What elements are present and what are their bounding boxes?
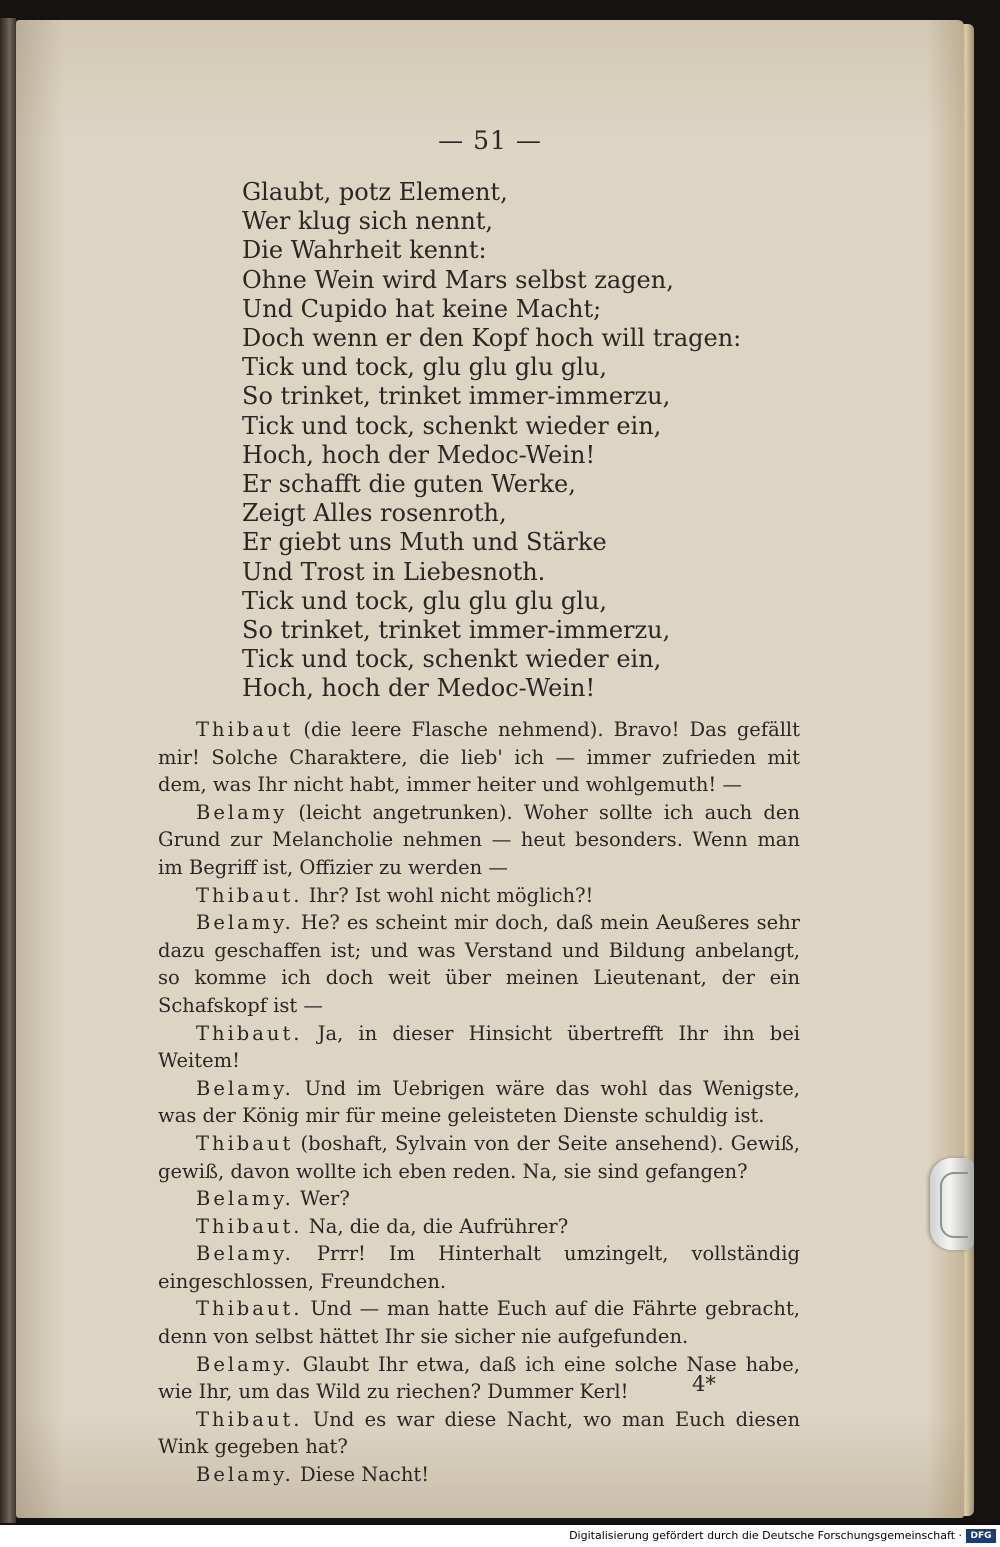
verse-line: Tick und tock, glu glu glu glu,	[242, 353, 608, 382]
speaker-name: Thibaut.	[196, 1297, 303, 1321]
dialogue-paragraph	[158, 1185, 800, 1213]
verse-line: Wer klug sich nennt,	[242, 207, 494, 236]
paper-clip-icon	[930, 1158, 974, 1250]
dialogue-text: Und es war diese Nacht, wo man Euch diesen Wink gegeben hat?	[158, 1407, 800, 1459]
verse-line: So trinket, trinket immer-immerzu,	[242, 382, 671, 411]
speaker-name: Belamy.	[196, 1463, 294, 1487]
dialogue-paragraph	[158, 882, 800, 910]
verse-line: Er schafft die guten Werke,	[242, 470, 576, 499]
verse-line: Hoch, hoch der Medoc-Wein!	[242, 674, 596, 703]
verse-line: Und Cupido hat keine Macht;	[242, 294, 602, 323]
speaker-name: Thibaut.	[196, 1214, 303, 1238]
digitization-footer	[0, 1525, 1000, 1547]
dialogue-paragraph	[158, 1406, 800, 1461]
dialogue-paragraph	[158, 716, 800, 799]
dialogue-paragraph	[158, 1295, 800, 1350]
dialogue-paragraph	[158, 1461, 800, 1489]
speaker-name: Belamy.	[196, 1076, 294, 1100]
dialogue-text: Ihr? Ist wohl nicht möglich?!	[302, 883, 594, 907]
speaker-name: Belamy.	[196, 911, 294, 935]
dialogue-text: (leicht angetrunken). Woher sollte ich auch den Grund zur Melancholie nehmen — heut besonders. Wenn man im Begriff ist, Offizier zu werden —	[158, 800, 800, 879]
verse-line: Er giebt uns Muth und Stärke	[242, 528, 607, 557]
speaker-name: Thibaut.	[196, 1021, 303, 1045]
dialogue-paragraph	[158, 1240, 800, 1295]
dialogue-paragraph	[158, 1130, 800, 1185]
signature-mark: 4*	[692, 1372, 716, 1396]
dfg-logo-icon: DFG	[966, 1529, 996, 1543]
dialogue-text: (die leere Flasche nehmend). Bravo! Das gefällt mir! Solche Charaktere, die lieb' ich — immer zufrieden mit dem, was Ihr nicht habt, immer heiter und wohlgemuth! —	[158, 718, 800, 797]
dialogue-text: Prrr! Im Hinterhalt umzingelt, vollständig eingeschlossen, Freundchen.	[158, 1242, 800, 1293]
verse-line: Tick und tock, schenkt wieder ein,	[242, 645, 662, 674]
verse-line: Ohne Wein wird Mars selbst zagen,	[242, 265, 674, 294]
dialogue-text: Na, die da, die Aufrührer?	[302, 1214, 569, 1238]
verse-line: Zeigt Alles rosenroth,	[242, 499, 507, 528]
dialogue-paragraph	[158, 1020, 800, 1075]
dialogue-text: Diese Nacht!	[293, 1463, 430, 1487]
verse-line: Glaubt, potz Element,	[242, 178, 508, 206]
book-spine-edge	[0, 18, 16, 1523]
verse-line: Tick und tock, glu glu glu glu,	[242, 586, 608, 615]
speaker-name: Thibaut	[196, 1131, 294, 1155]
song-verse	[242, 178, 762, 704]
speaker-name: Belamy.	[196, 1242, 294, 1266]
verse-line: Die Wahrheit kennt:	[242, 236, 487, 265]
dfg-credit: Digitalisierung gefördert durch die Deutsche Forschungsgemeinschaft ·	[569, 1529, 962, 1542]
dialogue-text: Glaubt Ihr etwa, daß ich eine solche Nase habe, wie Ihr, um das Wild zu riechen? Dummer Kerl!	[158, 1352, 800, 1404]
speaker-name: Belamy.	[196, 1187, 294, 1211]
verse-line: Tick und tock, schenkt wieder ein,	[242, 411, 662, 440]
dialogue-paragraph	[158, 1075, 800, 1130]
verse-line: So trinket, trinket immer-immerzu,	[242, 616, 671, 645]
book-page	[16, 20, 964, 1518]
dialogue-text: Und — man hatte Euch auf die Fährte gebracht, denn von selbst hättet Ihr sie sicher nie aufgefunden.	[158, 1297, 800, 1349]
dialogue-text: Wer?	[293, 1187, 350, 1211]
dialogue-text: (boshaft, Sylvain von der Seite ansehend). Gewiß, gewiß, davon wollte ich eben reden. Na, sie sind gefangen?	[158, 1131, 800, 1183]
dialogue-paragraph	[158, 799, 800, 882]
dialogue-text: He? es scheint mir doch, daß mein Aeußeres sehr dazu geschaffen ist; und was Verstand und Bildung anbelangt, so komme ich doch weit über meinen Lieutenant, der ein Schafskopf ist —	[158, 911, 800, 1017]
dialogue-paragraph	[158, 1213, 800, 1241]
speaker-name: Thibaut.	[196, 883, 303, 907]
dialogue-paragraph	[158, 909, 800, 1019]
verse-line: Und Trost in Liebesnoth.	[242, 557, 546, 586]
speaker-name: Belamy	[196, 800, 288, 824]
page-number: — 51 —	[438, 126, 542, 155]
speaker-name: Thibaut.	[196, 1407, 303, 1431]
dialogue-text: Ja, in dieser Hinsicht übertrefft Ihr ihn bei Weitem!	[158, 1021, 800, 1073]
speaker-name: Belamy.	[196, 1352, 294, 1376]
speaker-name: Thibaut	[196, 718, 294, 741]
verse-line: Hoch, hoch der Medoc-Wein!	[242, 440, 596, 469]
dialogue-text: Und im Uebrigen wäre das wohl das Wenigste, was der König mir für meine geleisteten Dienste schuldig ist.	[158, 1076, 800, 1128]
verse-line: Doch wenn er den Kopf hoch will tragen:	[242, 324, 742, 353]
